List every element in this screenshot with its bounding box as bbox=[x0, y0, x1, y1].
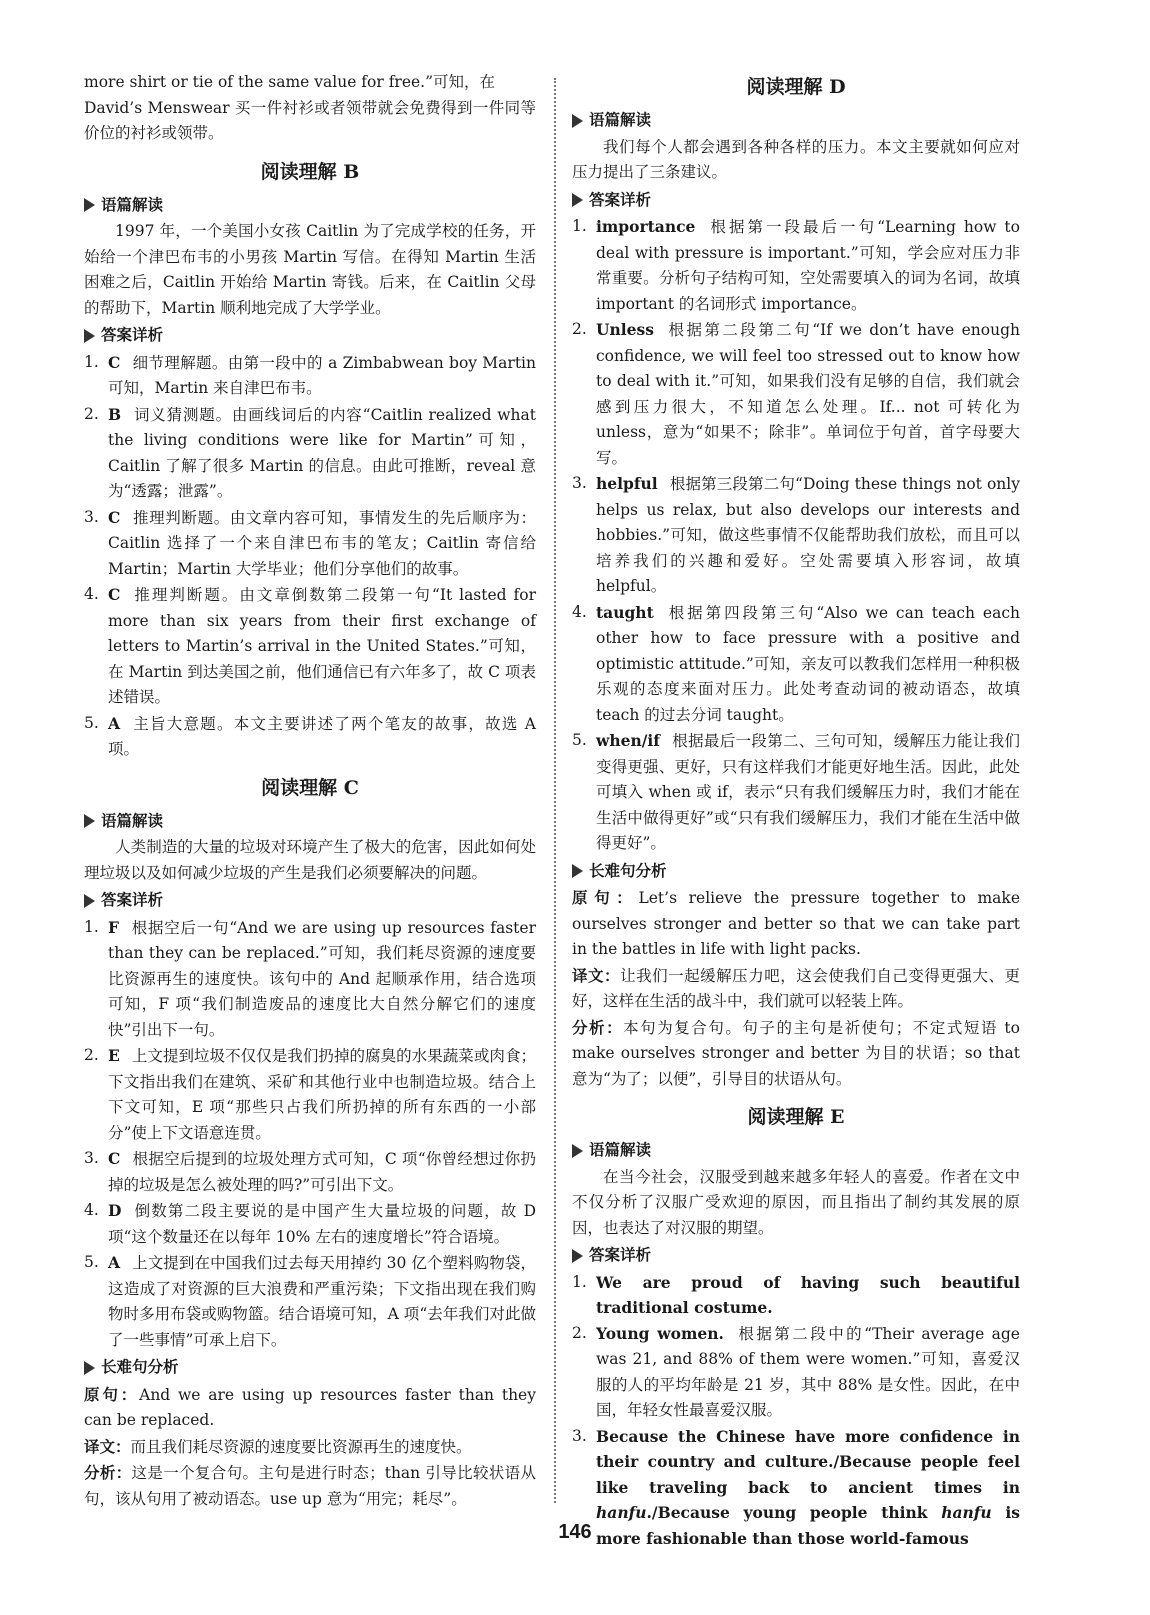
original-text: Let’s relieve the pressure together to make ourselves stronger and better so that we can take part in the battles in life with light packs. bbox=[572, 889, 1020, 958]
reading-heading-b bbox=[84, 193, 536, 219]
arrow-icon bbox=[84, 1361, 95, 1375]
analysis-heading-c bbox=[84, 1355, 536, 1381]
original-label: 原句： bbox=[572, 888, 639, 907]
item-number: 2. bbox=[572, 1323, 587, 1342]
answer-part: ./Because young people think bbox=[646, 1503, 942, 1522]
answer-item bbox=[572, 317, 1020, 471]
reading-heading-e bbox=[572, 1138, 1020, 1164]
analysis-heading-d bbox=[572, 859, 1020, 885]
answer-item bbox=[84, 350, 536, 402]
answers-label: 答案详析 bbox=[589, 1246, 652, 1264]
answer-item bbox=[84, 1043, 536, 1146]
explanation: 根据第四段第三句“Also we can teach each other how to face pressure with a positive and optimistic attitude.”可知，亲友可以教我们怎样用一种积极乐观的态度来面对压力。此处考查动词的被动语态，故填 teach 的过去分词 taught。 bbox=[596, 603, 1020, 724]
arrow-icon bbox=[572, 1249, 583, 1263]
reading-label: 语篇解读 bbox=[589, 1141, 652, 1159]
answer-item bbox=[572, 728, 1020, 857]
answers-heading-e bbox=[572, 1243, 1020, 1269]
item-number: 2. bbox=[84, 404, 99, 423]
analysis-c bbox=[84, 1460, 536, 1512]
item-number: 1. bbox=[84, 352, 99, 371]
reading-heading-c bbox=[84, 809, 536, 835]
explanation: 根据空后一句“And we are using up resources faster than they can be replaced.”可知，我们耗尽资源的速度要比资源再生的速度快。该句中的 And 起顺承作用，结合选项可知，F 项“我们制造废品的速度比大自然分解它们的速度快”引出下一句。 bbox=[108, 918, 536, 1039]
answer-key: Unless bbox=[596, 320, 654, 339]
item-text bbox=[108, 1043, 536, 1146]
translation-label: 译文： bbox=[84, 1436, 131, 1456]
item-text bbox=[108, 350, 536, 402]
item-text bbox=[108, 915, 536, 1044]
analysis-text: 本句为复合句。句子的主句是祈使句；不定式短语 to make ourselves stronger and better 为目的状语；so that 意为“为了；以便”，引导目的状语从句。 bbox=[572, 1018, 1020, 1088]
left-column bbox=[84, 70, 536, 1512]
item-number: 3. bbox=[84, 1149, 99, 1167]
answer-key: F bbox=[108, 917, 120, 937]
answer-key: helpful bbox=[596, 474, 658, 493]
explanation: 细节理解题。由第一段中的 a Zimbabwean boy Martin 可知，Martin 来自津巴布韦。 bbox=[108, 353, 536, 397]
arrow-icon bbox=[84, 894, 95, 908]
item-number: 3. bbox=[84, 507, 99, 526]
item-number: 4. bbox=[84, 1201, 99, 1219]
answers-heading-d bbox=[572, 188, 1020, 214]
item-number: 2. bbox=[84, 1046, 99, 1064]
answers-heading-b bbox=[84, 323, 536, 349]
answer-item bbox=[84, 1250, 536, 1353]
explanation: 倒数第二段主要说的是中国产生大量垃圾的问题，故 D 项“这个数量还在以每年 10% 左右的速度增长”符合语境。 bbox=[108, 1202, 536, 1246]
answer-item bbox=[572, 1270, 1020, 1321]
original-text: And we are using up resources faster than they can be replaced. bbox=[84, 1385, 536, 1429]
answer-key: taught bbox=[596, 602, 654, 622]
item-number: 1. bbox=[84, 917, 99, 936]
arrow-icon bbox=[84, 329, 95, 343]
answer-italic: hanfu bbox=[941, 1503, 992, 1522]
explanation: 上文提到垃圾不仅仅是我们扔掉的腐臭的水果蔬菜或肉食；下文指出我们在建筑、采矿和其他行业中也制造垃圾。结合上下文可知，E 项“那些只占我们所扔掉的所有东西的一小部分”使上下文语意连贯。 bbox=[108, 1047, 536, 1142]
answer-list-b bbox=[84, 350, 536, 763]
reading-text-d: 我们每个人都会遇到各种各样的压力。本文主要就如何应对压力提出了三条建议。 bbox=[572, 137, 1020, 181]
explanation: 根据第二段中的“Their average age was 21, and 88% of them were women.”可知，喜爱汉服的人的平均年龄是 21 岁，其中 88% 是女性。因此，在中国，年轻女性最喜爱汉服。 bbox=[596, 1324, 1020, 1419]
arrow-icon bbox=[84, 814, 95, 828]
answer-key: A bbox=[108, 1253, 121, 1272]
explanation: 上文提到在中国我们过去每天用掉约 30 亿个塑料购物袋，这造成了对资源的巨大浪费和严重污染；下文指出现在我们购物时多用布袋或购物篮。结合语境可知，A 项“去年我们对此做了一些事情”可承上启下。 bbox=[108, 1254, 536, 1349]
answer-item bbox=[572, 1321, 1020, 1424]
original-sentence-c bbox=[84, 1382, 536, 1434]
item-text bbox=[108, 402, 536, 505]
item-number: 2. bbox=[572, 320, 587, 338]
right-column bbox=[572, 70, 1020, 1551]
answer-item bbox=[84, 915, 536, 1044]
answer-part: Because the Chinese have more confidence in their country and culture./Because people feel like traveling back to ancient times in bbox=[596, 1426, 1020, 1497]
arrow-icon bbox=[572, 1144, 583, 1158]
item-text bbox=[108, 1250, 536, 1353]
arrow-icon bbox=[572, 864, 583, 878]
explanation: 根据第一段最后一句“Learning how to deal with pressure is important.”可知，学会应对压力非常重要。分析句子结构可知，空处需要填入的词为名词，故填 important 的名词形式 importance。 bbox=[596, 218, 1020, 313]
section-title-d: 阅读理解 D bbox=[746, 76, 846, 98]
item-number: 1. bbox=[572, 217, 587, 235]
answer-item bbox=[84, 582, 536, 711]
original-sentence-d bbox=[572, 885, 1020, 963]
reading-text-b: 1997 年，一个美国小女孩 Caitlin 为了完成学校的任务，开始给一个津巴布韦的小男孩 Martin 写信。在得知 Martin 生活困难之后，Caitlin 开始给 Martin 寄钱。后来，在 Caitlin 父母的帮助下，Martin 顺利地完成了大学学业。 bbox=[84, 222, 536, 317]
answer-item bbox=[572, 214, 1020, 317]
translation-text: 让我们一起缓解压力吧，这会使我们自己变得更强大、更好，这样在生活的战斗中，我们就可以轻装上阵。 bbox=[572, 966, 1020, 1010]
analysis-text-label: 分析： bbox=[84, 1463, 132, 1482]
answer-item bbox=[84, 505, 536, 583]
explanation: 词义猜测题。由画线词后的内容“Caitlin realized what the living conditions were like for Martin”可知，Caitlin 了解了很多 Martin 的信息。由此可推断，reveal 意为“透露；泄露”。 bbox=[108, 405, 536, 500]
answer-list-e bbox=[572, 1270, 1020, 1552]
item-number: 4. bbox=[84, 585, 99, 603]
explanation: 根据第三段第二句“Doing these things not only helps us relax, but also develops our interests and hobbies.”可知，做这些事情不仅能帮助我们放松，而且可以培养我们的兴趣和爱好。空处需要填入形容词，故填 helpful。 bbox=[596, 475, 1020, 595]
arrow-icon bbox=[572, 114, 583, 128]
answer-item bbox=[84, 1146, 536, 1198]
explanation: 推理判断题。由文章内容可知，事情发生的先后顺序为：Caitlin 选择了一个来自津巴布韦的笔友；Caitlin 寄信给 Martin；Martin 大学毕业；他们分享他们的故事。 bbox=[108, 508, 536, 578]
reading-label: 语篇解读 bbox=[589, 111, 652, 129]
answers-label: 答案详析 bbox=[101, 891, 164, 909]
answer-key: C bbox=[108, 1149, 121, 1168]
original-label: 原句： bbox=[84, 1384, 140, 1404]
page-number: 146 bbox=[558, 1521, 592, 1543]
answer-key: C bbox=[108, 507, 121, 527]
item-text bbox=[108, 582, 536, 711]
answer-key: C bbox=[108, 585, 121, 604]
answer-list-d bbox=[572, 214, 1020, 857]
explanation: 推理判断题。由文章倒数第二段第一句“It lasted for more than six years from their first exchange of letters to Martin’s arrival in the United States.”可知，在 Martin 到达美国之前，他们通信已有六年多了，故 C 项表述错误。 bbox=[108, 586, 536, 706]
answer-key: when/if bbox=[596, 731, 660, 750]
answers-label: 答案详析 bbox=[101, 326, 164, 344]
intro-line-1: more shirt or tie of the same value for free.”可知，在 bbox=[84, 73, 496, 91]
arrow-icon bbox=[84, 198, 95, 212]
item-number: 5. bbox=[84, 713, 99, 732]
explanation: 根据第二段第二句“If we don’t have enough confidence, we will feel too stressed out to know how to deal with it.”可知，如果我们没有足够的自信，我们就会感到压力很大，不知道怎么处理。If... not 可转化为 unless，意为“如果不；除非”。单词位于句首，首字母要大写。 bbox=[596, 321, 1020, 467]
analysis-label: 长难句分析 bbox=[101, 1358, 179, 1376]
item-number: 5. bbox=[572, 731, 587, 749]
answer-item bbox=[84, 402, 536, 505]
answers-label: 答案详析 bbox=[589, 190, 652, 209]
reading-text-e: 在当今社会，汉服受到越来越多年轻人的喜爱。作者在文中不仅分析了汉服广受欢迎的原因，而且指出了制约其发展的原因，也表达了对汉服的期望。 bbox=[572, 1167, 1020, 1237]
reading-text-c: 人类制造的大量的垃圾对环境产生了极大的危害，因此如何处理垃圾以及如何减少垃圾的产生是我们必须要解决的问题。 bbox=[84, 838, 536, 882]
answer-key: C bbox=[108, 352, 121, 372]
item-text bbox=[596, 214, 1020, 317]
item-text bbox=[108, 505, 536, 583]
item-text bbox=[108, 1198, 536, 1250]
answer-key: B bbox=[108, 404, 122, 424]
arrow-icon bbox=[572, 193, 583, 207]
translation-c bbox=[84, 1434, 536, 1461]
answer-item bbox=[572, 600, 1020, 729]
reading-label: 语篇解读 bbox=[101, 811, 164, 830]
explanation: 根据最后一段第二、三句可知，缓解压力能让我们变得更强、更好，只有这样我们才能更好地生活。因此，此处可填入 when 或 if，表示“只有我们缓解压力时，我们才能在生活中做得更好”或“只有我们缓解压力，我们才能在生活中做得更好”。 bbox=[596, 732, 1020, 852]
explanation: 主旨大意题。本文主要讲述了两个笔友的故事，故选 A 项。 bbox=[108, 714, 536, 758]
answer-key: importance bbox=[596, 217, 696, 236]
section-title-c: 阅读理解 C bbox=[261, 776, 359, 799]
analysis-d bbox=[572, 1015, 1020, 1093]
explanation: 根据空后提到的垃圾处理方式可知，C 项“你曾经想过你扔掉的垃圾是怎么被处理的吗?”可引出下文。 bbox=[108, 1150, 536, 1194]
item-number: 3. bbox=[572, 1426, 587, 1445]
answer-item bbox=[84, 1198, 536, 1250]
column-divider bbox=[554, 78, 556, 1503]
answer-key: We are proud of having such beautiful traditional costume. bbox=[596, 1272, 1020, 1317]
analysis-label: 长难句分析 bbox=[589, 861, 667, 880]
item-number: 1. bbox=[572, 1272, 587, 1291]
answer-key: Young women. bbox=[596, 1323, 724, 1343]
item-text bbox=[596, 471, 1020, 600]
analysis-text-label: 分析： bbox=[572, 1017, 624, 1037]
answer-key: D bbox=[108, 1201, 122, 1220]
item-text bbox=[108, 1146, 536, 1198]
item-text bbox=[108, 711, 536, 763]
analysis-text: 这是一个复合句。主句是进行时态；than 引导比较状语从句，该从句用了被动语态。use up 意为“用完；耗尽”。 bbox=[84, 1464, 536, 1508]
item-text bbox=[596, 1321, 1020, 1424]
item-text bbox=[596, 317, 1020, 471]
answer-italic: hanfu bbox=[596, 1503, 647, 1522]
section-title-b: 阅读理解 B bbox=[260, 160, 360, 183]
item-number: 5. bbox=[84, 1253, 99, 1271]
answer-key: A bbox=[108, 713, 121, 733]
answer-part: is more fashionable than those world-famous bbox=[596, 1503, 1020, 1548]
reading-heading-d bbox=[572, 108, 1020, 134]
answer-key: E bbox=[108, 1046, 120, 1065]
intro-line-2: David’s Menswear 买一件衬衫或者领带就会免费得到一件同等价位的衬衫或领带。 bbox=[84, 98, 536, 142]
item-text bbox=[596, 728, 1020, 857]
translation-text: 而且我们耗尽资源的速度要比资源再生的速度快。 bbox=[130, 1437, 472, 1456]
answers-heading-c bbox=[84, 888, 536, 914]
section-title-e: 阅读理解 E bbox=[747, 1106, 845, 1128]
answer-item bbox=[84, 711, 536, 763]
translation-d bbox=[572, 963, 1020, 1015]
reading-label: 语篇解读 bbox=[101, 195, 164, 214]
answer-list-c bbox=[84, 915, 536, 1354]
item-number: 4. bbox=[572, 602, 587, 621]
item-text bbox=[596, 600, 1020, 729]
translation-label: 译文： bbox=[572, 965, 621, 985]
item-number: 3. bbox=[572, 474, 587, 492]
answer-item bbox=[572, 471, 1020, 600]
